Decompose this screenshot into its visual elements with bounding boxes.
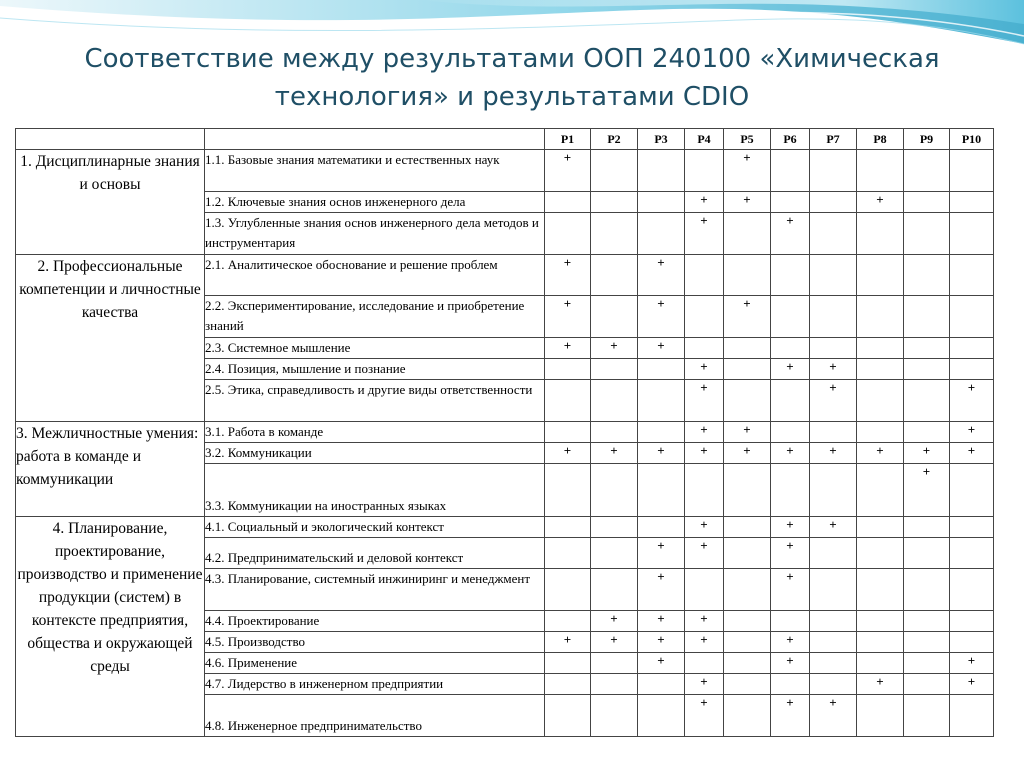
table-row <box>16 255 994 296</box>
plus-mark: + <box>700 443 708 458</box>
plus-mark: + <box>657 538 665 553</box>
mark-cell-p6 <box>771 338 810 359</box>
plus-mark: + <box>967 380 976 395</box>
mark-cell-p4 <box>685 296 724 338</box>
mark-cell-p4 <box>685 255 724 296</box>
mark-cell-p8 <box>857 422 904 443</box>
mark-cell-p8 <box>857 674 904 695</box>
section-label: 4. Планирование, проектирование, производство и применение продукции (систем) в контексте предприятия, общества и окружающей среды <box>16 517 205 737</box>
mark-cell-p5 <box>724 296 771 338</box>
mark-cell-p2 <box>591 213 638 255</box>
table-row <box>16 422 994 443</box>
mark-cell-p8 <box>857 255 904 296</box>
mark-cell-p7 <box>810 653 857 674</box>
mark-cell-p10 <box>950 611 994 632</box>
header-corner-cell <box>16 129 205 150</box>
header-p1: Р1 <box>545 129 591 150</box>
mark-cell-p8 <box>857 296 904 338</box>
mark-cell-p2 <box>591 611 638 632</box>
plus-mark: + <box>743 443 751 458</box>
plus-mark: + <box>786 359 794 374</box>
plus-mark: + <box>657 296 665 311</box>
mark-cell-p1 <box>545 443 591 464</box>
mark-cell-p8 <box>857 632 904 653</box>
mark-cell-p6 <box>771 380 810 422</box>
mark-cell-p3 <box>638 380 685 422</box>
plus-mark: + <box>563 443 572 458</box>
plus-mark: + <box>563 338 572 353</box>
header-p5: Р5 <box>724 129 771 150</box>
header-empty-cell <box>205 129 545 150</box>
section-label: 1. Дисциплинарные знания и основы <box>16 150 205 255</box>
mark-cell-p9 <box>904 255 950 296</box>
plus-mark: + <box>610 611 618 626</box>
mark-cell-p6 <box>771 464 810 517</box>
plus-mark: + <box>700 380 708 395</box>
mark-cell-p1 <box>545 338 591 359</box>
header-p7: Р7 <box>810 129 857 150</box>
mark-cell-p2 <box>591 632 638 653</box>
mark-cell-p7 <box>810 538 857 569</box>
mark-cell-p3 <box>638 569 685 611</box>
mark-cell-p2 <box>591 192 638 213</box>
mark-cell-p9 <box>904 359 950 380</box>
mark-cell-p7 <box>810 422 857 443</box>
plus-mark: + <box>829 517 837 532</box>
mark-cell-p9 <box>904 192 950 213</box>
mark-cell-p5 <box>724 674 771 695</box>
slide-title-line-1: Соответствие между результатами ООП 240100 «Химическая <box>84 44 940 74</box>
mark-cell-p1 <box>545 150 591 192</box>
plus-mark: + <box>657 255 665 270</box>
mark-cell-p9 <box>904 517 950 538</box>
competency-label: 4.2. Предпринимательский и деловой контекст <box>205 538 545 569</box>
mark-cell-p1 <box>545 255 591 296</box>
plus-mark: + <box>700 359 708 374</box>
mark-cell-p4 <box>685 674 724 695</box>
mark-cell-p5 <box>724 611 771 632</box>
mark-cell-p4 <box>685 538 724 569</box>
plus-mark: + <box>700 192 708 207</box>
plus-mark: + <box>610 338 618 353</box>
plus-mark: + <box>563 632 572 647</box>
mark-cell-p4 <box>685 192 724 213</box>
mark-cell-p6 <box>771 695 810 737</box>
mark-cell-p1 <box>545 517 591 538</box>
plus-mark: + <box>829 443 837 458</box>
plus-mark: + <box>700 213 708 228</box>
mark-cell-p8 <box>857 213 904 255</box>
mark-cell-p10 <box>950 464 994 517</box>
mark-cell-p4 <box>685 611 724 632</box>
mark-cell-p6 <box>771 653 810 674</box>
mark-cell-p7 <box>810 150 857 192</box>
mark-cell-p1 <box>545 611 591 632</box>
mark-cell-p9 <box>904 338 950 359</box>
table-header-row <box>16 129 994 150</box>
plus-mark: + <box>967 653 976 668</box>
mark-cell-p6 <box>771 632 810 653</box>
plus-mark: + <box>876 192 884 207</box>
mark-cell-p6 <box>771 296 810 338</box>
mark-cell-p8 <box>857 380 904 422</box>
mark-cell-p2 <box>591 255 638 296</box>
mark-cell-p10 <box>950 422 994 443</box>
plus-mark: + <box>829 695 837 710</box>
mark-cell-p5 <box>724 213 771 255</box>
plus-mark: + <box>922 464 931 479</box>
mark-cell-p2 <box>591 517 638 538</box>
mark-cell-p4 <box>685 150 724 192</box>
mark-cell-p3 <box>638 632 685 653</box>
plus-mark: + <box>700 632 708 647</box>
mark-cell-p3 <box>638 296 685 338</box>
plus-mark: + <box>786 653 794 668</box>
mark-cell-p8 <box>857 695 904 737</box>
mark-cell-p2 <box>591 674 638 695</box>
mark-cell-p2 <box>591 296 638 338</box>
mark-cell-p2 <box>591 359 638 380</box>
mark-cell-p10 <box>950 538 994 569</box>
plus-mark: + <box>786 538 794 553</box>
mark-cell-p6 <box>771 422 810 443</box>
plus-mark: + <box>563 255 572 270</box>
mark-cell-p5 <box>724 464 771 517</box>
mark-cell-p5 <box>724 443 771 464</box>
mark-cell-p6 <box>771 443 810 464</box>
plus-mark: + <box>786 443 794 458</box>
mark-cell-p2 <box>591 380 638 422</box>
mark-cell-p9 <box>904 422 950 443</box>
mark-cell-p7 <box>810 674 857 695</box>
competency-label: 4.4. Проектирование <box>205 611 545 632</box>
mark-cell-p1 <box>545 380 591 422</box>
plus-mark: + <box>743 296 751 311</box>
plus-mark: + <box>786 213 794 228</box>
mark-cell-p9 <box>904 213 950 255</box>
mark-cell-p5 <box>724 359 771 380</box>
mark-cell-p6 <box>771 538 810 569</box>
mark-cell-p2 <box>591 422 638 443</box>
header-p8: Р8 <box>857 129 904 150</box>
mark-cell-p10 <box>950 296 994 338</box>
section-label: 3. Межличностные умения: работа в команде и коммуникации <box>16 422 205 517</box>
mark-cell-p8 <box>857 150 904 192</box>
plus-mark: + <box>657 338 665 353</box>
mark-cell-p10 <box>950 213 994 255</box>
mark-cell-p1 <box>545 213 591 255</box>
mark-cell-p5 <box>724 695 771 737</box>
mark-cell-p1 <box>545 695 591 737</box>
mark-cell-p3 <box>638 338 685 359</box>
mark-cell-p8 <box>857 359 904 380</box>
mark-cell-p10 <box>950 338 994 359</box>
competency-label: 1.3. Углубленные знания основ инженерного дела методов и инструментария <box>205 213 545 255</box>
mark-cell-p8 <box>857 464 904 517</box>
mark-cell-p6 <box>771 192 810 213</box>
mark-cell-p5 <box>724 150 771 192</box>
mark-cell-p8 <box>857 611 904 632</box>
mark-cell-p7 <box>810 632 857 653</box>
plus-mark: + <box>786 695 794 710</box>
competency-label: 2.1. Аналитическое обоснование и решение проблем <box>205 255 545 296</box>
mark-cell-p10 <box>950 192 994 213</box>
mark-cell-p7 <box>810 464 857 517</box>
mark-cell-p6 <box>771 611 810 632</box>
mark-cell-p1 <box>545 569 591 611</box>
plus-mark: + <box>786 569 794 584</box>
mark-cell-p6 <box>771 213 810 255</box>
mark-cell-p6 <box>771 359 810 380</box>
mark-cell-p5 <box>724 422 771 443</box>
mark-cell-p5 <box>724 538 771 569</box>
mark-cell-p5 <box>724 632 771 653</box>
mark-cell-p1 <box>545 674 591 695</box>
mark-cell-p9 <box>904 611 950 632</box>
mark-cell-p10 <box>950 517 994 538</box>
mark-cell-p6 <box>771 150 810 192</box>
mark-cell-p1 <box>545 422 591 443</box>
slide-title <box>40 40 984 116</box>
plus-mark: + <box>743 192 751 207</box>
header-p9: Р9 <box>904 129 950 150</box>
mark-cell-p8 <box>857 653 904 674</box>
mark-cell-p9 <box>904 632 950 653</box>
mark-cell-p2 <box>591 150 638 192</box>
mark-cell-p7 <box>810 296 857 338</box>
mark-cell-p9 <box>904 538 950 569</box>
mark-cell-p7 <box>810 569 857 611</box>
table-row <box>16 517 994 538</box>
mark-cell-p1 <box>545 632 591 653</box>
mark-cell-p5 <box>724 338 771 359</box>
mark-cell-p3 <box>638 464 685 517</box>
plus-mark: + <box>657 443 665 458</box>
mark-cell-p1 <box>545 464 591 517</box>
competency-label: 1.1. Базовые знания математики и естественных наук <box>205 150 545 192</box>
plus-mark: + <box>876 674 884 689</box>
plus-mark: + <box>829 380 837 395</box>
mark-cell-p1 <box>545 653 591 674</box>
mark-cell-p10 <box>950 443 994 464</box>
mark-cell-p4 <box>685 653 724 674</box>
plus-mark: + <box>876 443 884 458</box>
plus-mark: + <box>657 611 665 626</box>
plus-mark: + <box>922 443 931 458</box>
mark-cell-p3 <box>638 538 685 569</box>
mark-cell-p3 <box>638 213 685 255</box>
mark-cell-p7 <box>810 517 857 538</box>
header-p10: Р10 <box>950 129 994 150</box>
plus-mark: + <box>829 359 837 374</box>
mark-cell-p4 <box>685 632 724 653</box>
mark-cell-p7 <box>810 213 857 255</box>
mark-cell-p4 <box>685 695 724 737</box>
mark-cell-p3 <box>638 422 685 443</box>
mark-cell-p2 <box>591 695 638 737</box>
competency-label: 4.8. Инженерное предпринимательство <box>205 695 545 737</box>
header-p2: Р2 <box>591 129 638 150</box>
mark-cell-p3 <box>638 443 685 464</box>
mark-cell-p3 <box>638 192 685 213</box>
mark-cell-p4 <box>685 422 724 443</box>
competency-label: 2.2. Экспериментирование, исследование и приобретение знаний <box>205 296 545 338</box>
mark-cell-p7 <box>810 380 857 422</box>
plus-mark: + <box>657 653 665 668</box>
mark-cell-p6 <box>771 517 810 538</box>
mark-cell-p7 <box>810 359 857 380</box>
mark-cell-p10 <box>950 150 994 192</box>
mark-cell-p4 <box>685 517 724 538</box>
mark-cell-p9 <box>904 464 950 517</box>
competency-label: 3.2. Коммуникации <box>205 443 545 464</box>
plus-mark: + <box>700 695 708 710</box>
mark-cell-p1 <box>545 296 591 338</box>
competency-label: 2.5. Этика, справедливость и другие виды ответственности <box>205 380 545 422</box>
mark-cell-p4 <box>685 359 724 380</box>
competency-label: 1.2. Ключевые знания основ инженерного дела <box>205 192 545 213</box>
mark-cell-p8 <box>857 538 904 569</box>
competency-label: 4.5. Производство <box>205 632 545 653</box>
competency-label: 4.3. Планирование, системный инжиниринг и менеджмент <box>205 569 545 611</box>
competency-label: 4.1. Социальный и экологический контекст <box>205 517 545 538</box>
plus-mark: + <box>700 422 708 437</box>
mark-cell-p9 <box>904 674 950 695</box>
mark-cell-p3 <box>638 653 685 674</box>
mark-cell-p4 <box>685 569 724 611</box>
mark-cell-p4 <box>685 380 724 422</box>
plus-mark: + <box>786 517 794 532</box>
mark-cell-p4 <box>685 213 724 255</box>
mark-cell-p10 <box>950 695 994 737</box>
header-p6: Р6 <box>771 129 810 150</box>
mark-cell-p1 <box>545 359 591 380</box>
mark-cell-p5 <box>724 380 771 422</box>
plus-mark: + <box>700 517 708 532</box>
plus-mark: + <box>657 632 665 647</box>
plus-mark: + <box>610 443 618 458</box>
mark-cell-p3 <box>638 695 685 737</box>
mark-cell-p3 <box>638 359 685 380</box>
plus-mark: + <box>743 150 751 165</box>
mark-cell-p5 <box>724 653 771 674</box>
competency-label: 4.6. Применение <box>205 653 545 674</box>
section-label: 2. Профессиональные компетенции и личностные качества <box>16 255 205 422</box>
plus-mark: + <box>657 569 665 584</box>
correspondence-table <box>15 128 994 737</box>
mark-cell-p7 <box>810 255 857 296</box>
mark-cell-p8 <box>857 192 904 213</box>
mark-cell-p9 <box>904 150 950 192</box>
mark-cell-p2 <box>591 569 638 611</box>
mark-cell-p3 <box>638 517 685 538</box>
mark-cell-p10 <box>950 653 994 674</box>
mark-cell-p4 <box>685 464 724 517</box>
plus-mark: + <box>786 632 794 647</box>
mark-cell-p8 <box>857 443 904 464</box>
mark-cell-p5 <box>724 569 771 611</box>
plus-mark: + <box>700 611 708 626</box>
mark-cell-p2 <box>591 538 638 569</box>
mark-cell-p4 <box>685 443 724 464</box>
competency-label: 3.3. Коммуникации на иностранных языках <box>205 464 545 517</box>
mark-cell-p3 <box>638 674 685 695</box>
mark-cell-p5 <box>724 517 771 538</box>
mark-cell-p2 <box>591 464 638 517</box>
plus-mark: + <box>610 632 618 647</box>
mark-cell-p6 <box>771 569 810 611</box>
mark-cell-p1 <box>545 192 591 213</box>
mark-cell-p9 <box>904 380 950 422</box>
table-row <box>16 150 994 192</box>
plus-mark: + <box>700 538 708 553</box>
plus-mark: + <box>700 674 708 689</box>
mark-cell-p9 <box>904 296 950 338</box>
plus-mark: + <box>563 296 572 311</box>
competency-label: 2.4. Позиция, мышление и познание <box>205 359 545 380</box>
mark-cell-p6 <box>771 255 810 296</box>
mark-cell-p10 <box>950 359 994 380</box>
header-p4: Р4 <box>685 129 724 150</box>
slide-title-line-2: технология» и результатами CDIO <box>274 82 750 112</box>
mark-cell-p8 <box>857 338 904 359</box>
mark-cell-p2 <box>591 653 638 674</box>
mark-cell-p3 <box>638 255 685 296</box>
mark-cell-p9 <box>904 653 950 674</box>
plus-mark: + <box>967 443 976 458</box>
table-body <box>16 150 994 737</box>
mark-cell-p7 <box>810 338 857 359</box>
plus-mark: + <box>967 422 976 437</box>
competency-label: 2.3. Системное мышление <box>205 338 545 359</box>
mark-cell-p2 <box>591 338 638 359</box>
mark-cell-p6 <box>771 674 810 695</box>
header-p3: Р3 <box>638 129 685 150</box>
mark-cell-p7 <box>810 443 857 464</box>
plus-mark: + <box>743 422 751 437</box>
mark-cell-p5 <box>724 255 771 296</box>
mark-cell-p4 <box>685 338 724 359</box>
mark-cell-p7 <box>810 192 857 213</box>
mark-cell-p5 <box>724 192 771 213</box>
competency-label: 4.7. Лидерство в инженерном предприятии <box>205 674 545 695</box>
mark-cell-p3 <box>638 611 685 632</box>
plus-mark: + <box>967 674 976 689</box>
mark-cell-p10 <box>950 255 994 296</box>
mark-cell-p2 <box>591 443 638 464</box>
mark-cell-p9 <box>904 569 950 611</box>
mark-cell-p1 <box>545 538 591 569</box>
mark-cell-p7 <box>810 611 857 632</box>
mark-cell-p10 <box>950 674 994 695</box>
plus-mark: + <box>563 150 572 165</box>
mark-cell-p8 <box>857 569 904 611</box>
mark-cell-p8 <box>857 517 904 538</box>
mark-cell-p10 <box>950 569 994 611</box>
mark-cell-p10 <box>950 632 994 653</box>
mark-cell-p9 <box>904 443 950 464</box>
mark-cell-p10 <box>950 380 994 422</box>
mark-cell-p3 <box>638 150 685 192</box>
competency-label: 3.1. Работа в команде <box>205 422 545 443</box>
mark-cell-p7 <box>810 695 857 737</box>
mark-cell-p9 <box>904 695 950 737</box>
